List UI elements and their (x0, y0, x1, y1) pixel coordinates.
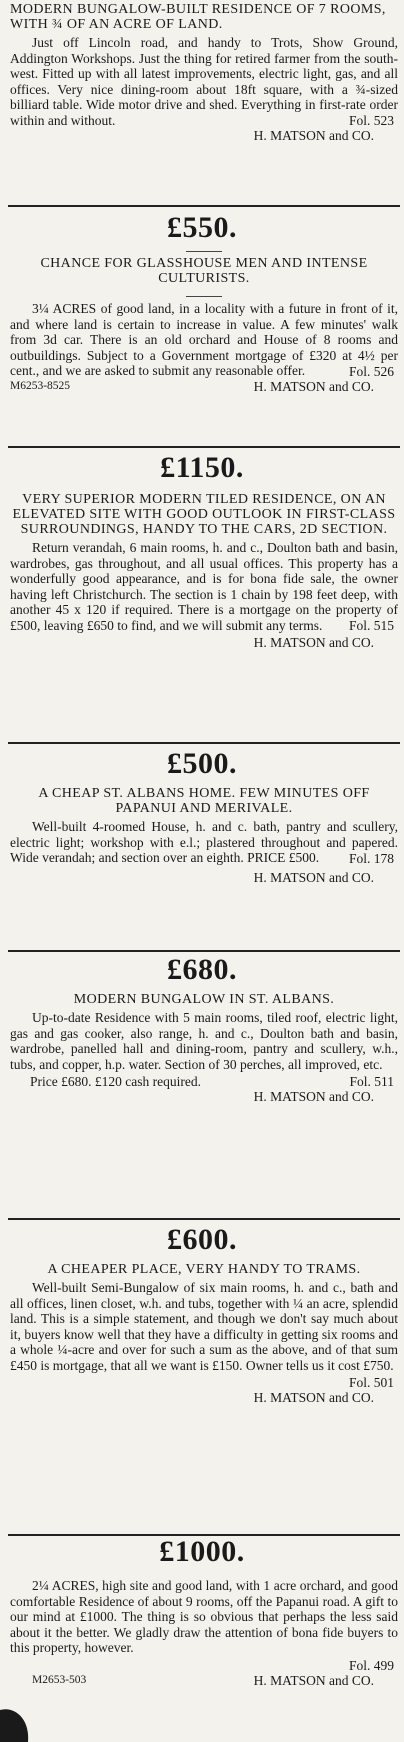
agent-signature (10, 379, 398, 394)
folio-number: Fol. 523 (348, 113, 394, 128)
agent-name: H. MATSON and CO. (253, 1672, 374, 1688)
agent-signature (10, 1089, 398, 1104)
listing-cheaper-place (10, 1262, 398, 1405)
agent-name: H. MATSON and CO. (253, 1390, 374, 1405)
listing-body: Well-built Semi-Bungalow of six main rooms, h. and c., bath and all offices, linen closet, w.h. and tubs, together with ¼ an acre, splendid land. This is a simple statement, and though we don't say much about it, buyers know well that they have a difficulty in getting six rooms and a whole ¼-acre and over for such a sum as the above, and of that sum £450 is mortgage, that all we want is £150. Owner tells us it cost £750. (10, 1280, 398, 1373)
listing-headline: CHANCE FOR GLASSHOUSE MEN AND INTENSE CULTURISTS. (40, 256, 368, 286)
agent-signature (10, 870, 398, 885)
folio-number: Fol. 526 (348, 363, 394, 379)
agent-name: H. MATSON and CO. (253, 1089, 374, 1104)
divider-dash (186, 296, 222, 297)
listing-tiled-residence (10, 492, 398, 650)
section-divider (8, 742, 400, 744)
section-divider (8, 950, 400, 952)
listing-headline: A CHEAP ST. ALBANS HOME. FEW MINUTES OFF PAPANUI AND MERIVALE. (38, 786, 370, 816)
price-heading: £500. (167, 747, 237, 780)
agent-signature (10, 128, 398, 143)
reference-code: M6253-8525 (10, 379, 71, 392)
listing-glasshouse (10, 248, 398, 394)
folio-number: Fol. 511 (349, 1074, 394, 1089)
listing-papanui-acres (10, 1578, 398, 1688)
price-heading: £1150. (160, 451, 244, 484)
listing-headline: MODERN BUNGALOW IN ST. ALBANS. (73, 992, 335, 1007)
price-heading: £1000. (159, 1535, 245, 1568)
folio-number: Fol. 501 (348, 1375, 394, 1390)
listing-body: 3¼ ACRES of good land, in a locality with a future in front of it, and where land is certain to increase in value. A few minutes' walk from 3d car. There is an old orchard and House of 8 rooms and outbuildings. Subject to a Government mortgage of £320 at 4½ per cent., and we are asked to submit any reasonable offer. (10, 301, 398, 378)
folio-number: Fol. 178 (348, 850, 394, 866)
agent-signature (10, 1390, 398, 1405)
reference-code: M2653-503 (32, 1673, 87, 1686)
price-terms: Price £680. £120 cash required. (30, 1074, 201, 1089)
listing-headline: MODERN BUNGALOW-BUILT RESIDENCE OF 7 ROOMS, WITH ¾ OF AN ACRE OF LAND. (10, 2, 386, 32)
listing-st-albans-bungalow (10, 992, 398, 1104)
price-heading: £600. (167, 1223, 237, 1256)
agent-name: H. MATSON and CO. (253, 378, 374, 394)
ink-blot-mark (0, 1700, 40, 1742)
listing-headline: VERY SUPERIOR MODERN TILED RESIDENCE, ON AN ELEVATED SITE WITH GOOD OUTLOOK IN FIRST-CLASS SURROUNDINGS, HANDY TO THE CARS, 2D SECTION. (12, 492, 396, 537)
listing-body: Return verandah, 6 main rooms, h. and c., Doulton bath and basin, wardrobes, gas throughout, and all usual offices. This property has a wonderfully good appearance, and is for bona fide sale, the owner having left Christchurch. The section is 1 chain by 198 feet deep, with another 45 x 120 if required. There is a mortgage on the property of £500, leaving £650 to find, and we will submit any terms. (10, 540, 398, 633)
listing-st-albans-home (10, 786, 398, 885)
section-divider (8, 446, 400, 448)
listing-body: Up-to-date Residence with 5 main rooms, tiled roof, electric light, gas and gas cooker, also range, h. and c., Doulton bath and basin, wardrobe, panelled hall and dining-room, pantry and scullery, w.h., tubs, and copper, h.p. water. Section of 30 perches, all improved, etc. (10, 1010, 398, 1072)
folio-number: Fol. 515 (348, 618, 394, 633)
section-divider (8, 1218, 400, 1220)
folio-number: Fol. 499 (348, 1657, 394, 1673)
price-heading: £680. (167, 953, 237, 986)
listing-bungalow-lincoln-road (10, 2, 398, 143)
listing-body: 2¼ ACRES, high site and good land, with 1 acre orchard, and good comfortable Residence of about 9 rooms, off the Papanui road. A gift to our mind at £1000. The thing is so obvious that perhaps the less said about it the better. We gladly draw the attention of bona fide buyers to this property, however. (10, 1578, 398, 1655)
agent-signature (10, 1673, 398, 1688)
agent-name: H. MATSON and CO. (253, 128, 374, 143)
section-divider (8, 205, 400, 207)
listing-headline: A CHEAPER PLACE, VERY HANDY TO TRAMS. (47, 1262, 361, 1277)
listing-body: Just off Lincoln road, and handy to Trots, Show Ground, Addington Workshops. Just the thing for retired farmer from the south-west. Fitted up with all latest improvements, electric light, gas, and all offices. Very nice dining-room about 18ft square, with a ¾-sized billiard table. Wide motor drive and shed. Everything in first-rate order within and without. (10, 35, 398, 128)
price-line (10, 1074, 398, 1089)
agent-name: H. MATSON and CO. (253, 635, 374, 650)
divider-dash (186, 251, 222, 252)
price-heading: £550. (167, 211, 237, 244)
agent-name: H. MATSON and CO. (253, 869, 374, 885)
listing-body: Well-built 4-roomed House, h. and c. bath, pantry and scullery, electric light; workshop with e.l.; plastered throughout and papered. Wide verandah; and section over an eighth. PRICE £500. (10, 819, 398, 865)
agent-signature (10, 635, 398, 650)
